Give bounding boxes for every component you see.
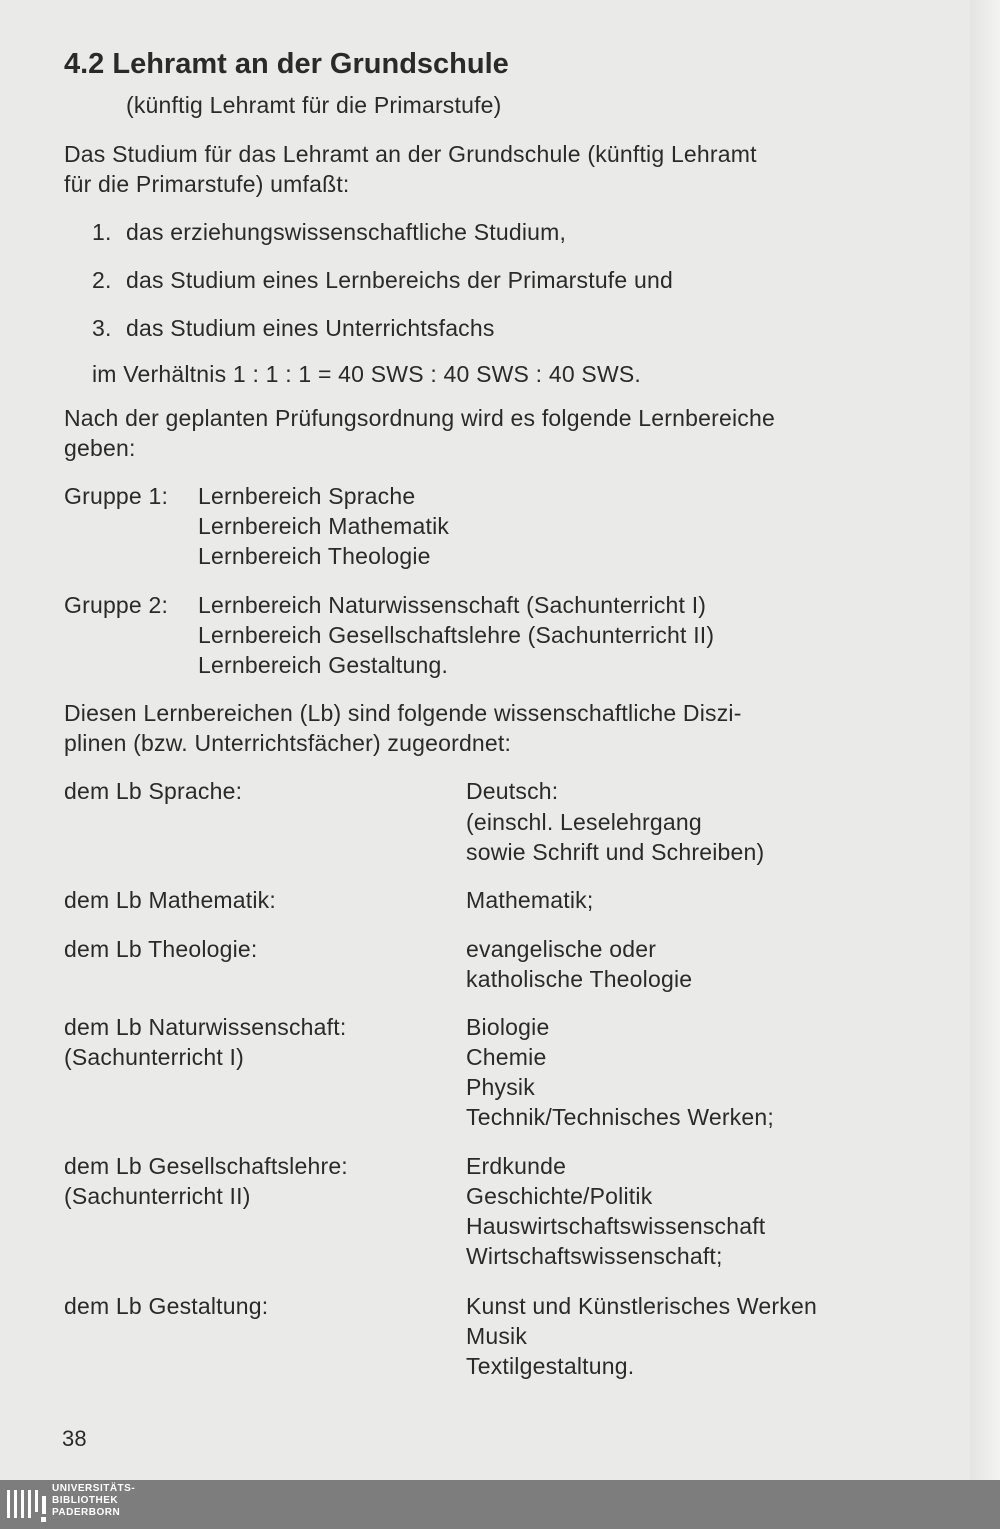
mapping-right: Technik/Technisches Werken; (466, 1104, 774, 1130)
mapping-left: dem Lb Mathematik: (64, 887, 276, 913)
section-heading: 4.2 Lehramt an der Grundschule (64, 48, 509, 80)
group-label: Gruppe 2: (64, 592, 169, 618)
list-number: 1. (92, 219, 112, 245)
assign-line-2: plinen (bzw. Unterrichtsfächer) zugeordnet: (64, 730, 512, 756)
assign-line-1: Diesen Lernbereichen (Lb) sind folgende wissenschaftliche Diszi- (64, 700, 742, 726)
mapping-right: Hauswirtschaftswissenschaft (466, 1213, 766, 1239)
mapping-left: dem Lb Gestaltung: (64, 1293, 269, 1319)
library-logo-text (52, 1483, 192, 1519)
list-item: das Studium eines Unterrichtsfachs (126, 315, 495, 341)
mapping-right: Physik (466, 1074, 535, 1100)
mapping-left: (Sachunterricht II) (64, 1183, 251, 1209)
group-item: Lernbereich Gestaltung. (198, 652, 449, 678)
mapping-right: Mathematik; (466, 887, 594, 913)
mapping-left: dem Lb Sprache: (64, 778, 243, 804)
logo-text-line: UNIVERSITÄTS- (52, 1483, 136, 1494)
page-number: 38 (62, 1426, 87, 1451)
group-item: Lernbereich Theologie (198, 543, 431, 569)
mapping-left: dem Lb Theologie: (64, 936, 258, 962)
ratio-line: im Verhältnis 1 : 1 : 1 = 40 SWS : 40 SWS : 40 SWS. (92, 361, 642, 387)
group-label: Gruppe 1: (64, 483, 169, 509)
mapping-right: katholische Theologie (466, 966, 693, 992)
mapping-right: sowie Schrift und Schreiben) (466, 839, 765, 865)
group-item: Lernbereich Sprache (198, 483, 416, 509)
list-number: 2. (92, 267, 112, 293)
group-item: Lernbereich Gesellschaftslehre (Sachunterricht II) (198, 622, 715, 648)
mapping-right: Deutsch: (466, 778, 559, 804)
mapping-right: Biologie (466, 1014, 550, 1040)
list-item: das erziehungswissenschaftliche Studium, (126, 219, 567, 245)
plan-line-1: Nach der geplanten Prüfungsordnung wird es folgende Lernbereiche (64, 405, 775, 431)
mapping-left: dem Lb Naturwissenschaft: (64, 1014, 347, 1040)
group-item: Lernbereich Naturwissenschaft (Sachunterricht I) (198, 592, 707, 618)
mapping-left: dem Lb Gesellschaftslehre: (64, 1153, 348, 1179)
list-number: 3. (92, 315, 112, 341)
intro-line-1: Das Studium für das Lehramt an der Grundschule (künftig Lehramt (64, 141, 757, 167)
logo-text-line: PADERBORN (52, 1507, 121, 1518)
plan-line-2: geben: (64, 435, 136, 461)
mapping-right: evangelische oder (466, 936, 657, 962)
section-subheading: (künftig Lehramt für die Primarstufe) (126, 92, 502, 118)
mapping-right: Textilgestaltung. (466, 1353, 635, 1379)
logo-text-line: BIBLIOTHEK (52, 1495, 119, 1506)
mapping-right: Erdkunde (466, 1153, 567, 1179)
mapping-right: Chemie (466, 1044, 547, 1070)
mapping-right: Musik (466, 1323, 528, 1349)
mapping-right: Kunst und Künstlerisches Werken (466, 1293, 817, 1319)
list-item: das Studium eines Lernbereichs der Primarstufe und (126, 267, 673, 293)
mapping-left: (Sachunterricht I) (64, 1044, 244, 1070)
intro-line-2: für die Primarstufe) umfaßt: (64, 171, 350, 197)
mapping-right: (einschl. Leselehrgang (466, 809, 702, 835)
mapping-right: Wirtschaftswissenschaft; (466, 1243, 723, 1269)
library-logo-icon (4, 1482, 48, 1526)
group-item: Lernbereich Mathematik (198, 513, 450, 539)
mapping-right: Geschichte/Politik (466, 1183, 653, 1209)
